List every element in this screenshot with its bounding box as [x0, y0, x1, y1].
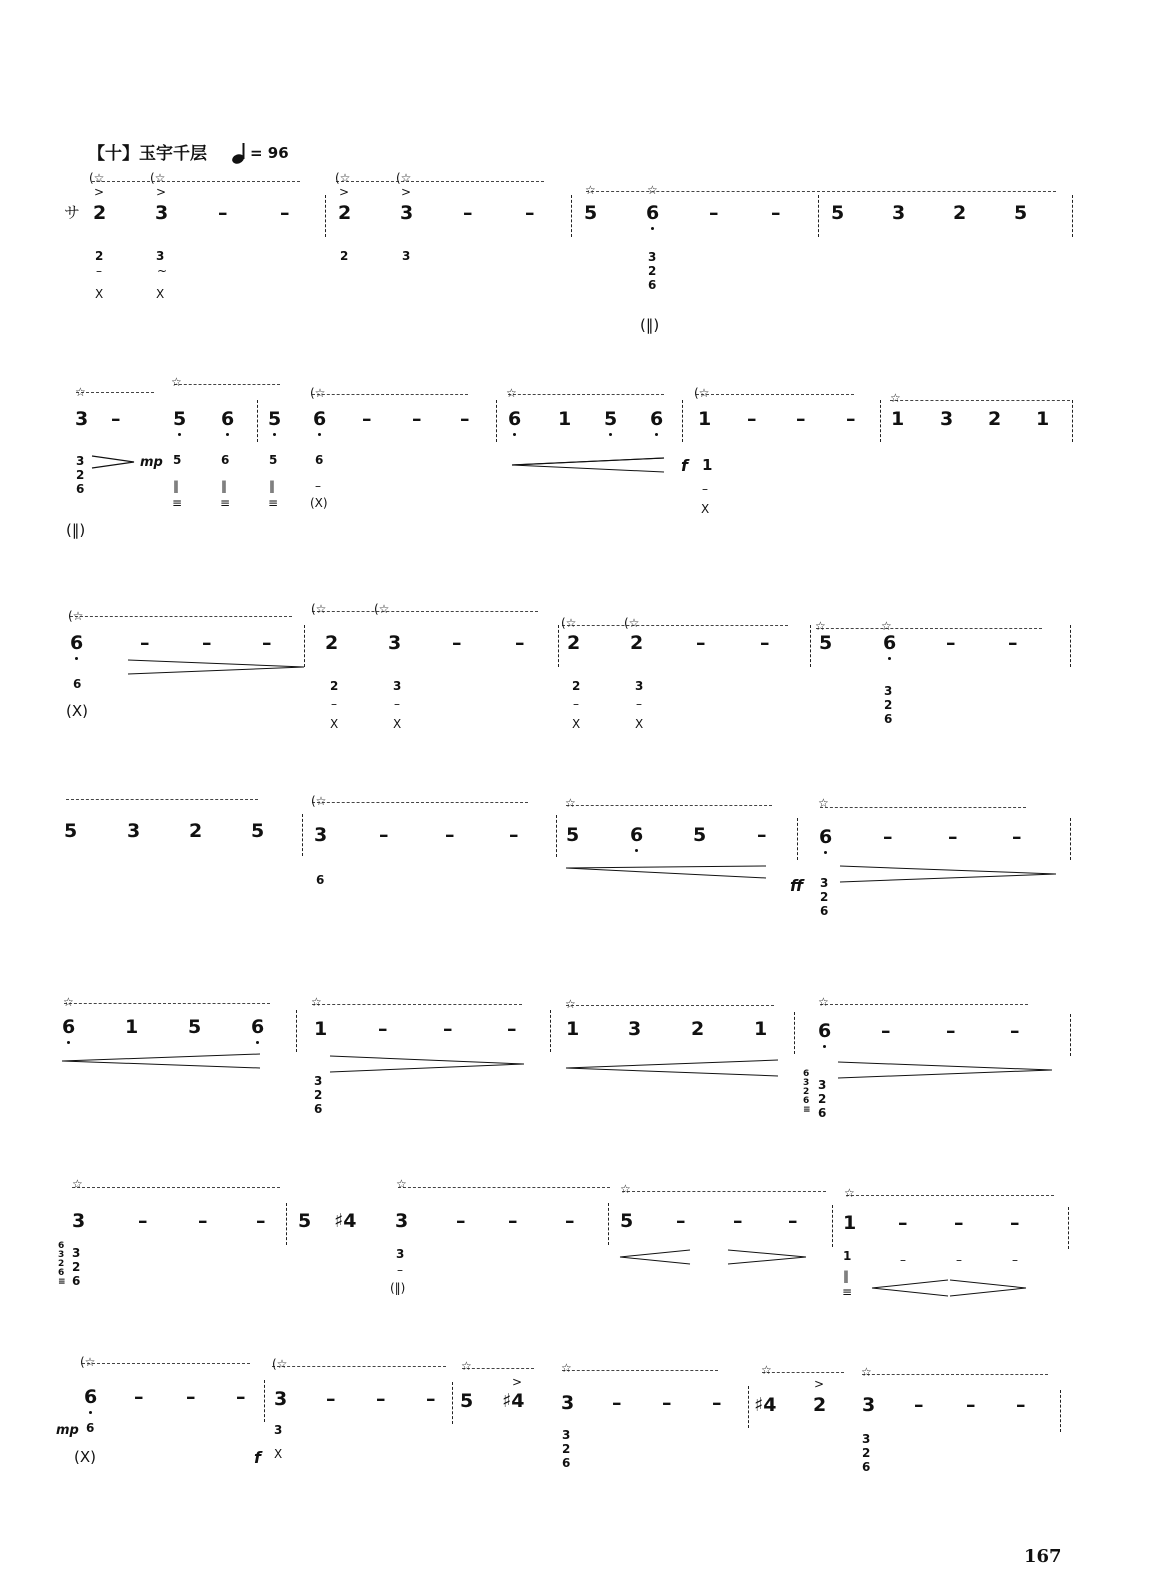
note: – — [709, 202, 719, 224]
barline — [325, 195, 326, 237]
note: 1 — [558, 408, 572, 430]
articulation-line — [312, 802, 528, 803]
note: 6 — [251, 1016, 265, 1038]
note: 6 — [313, 408, 327, 430]
note: 5 — [188, 1016, 202, 1038]
dynamic-mark: ff — [790, 876, 804, 895]
note: – — [676, 1210, 686, 1232]
barline — [558, 625, 559, 667]
note: – — [881, 1020, 891, 1042]
note: 3 — [274, 1388, 288, 1410]
decrescendo-hairpin — [728, 1250, 808, 1264]
note: – — [760, 632, 770, 654]
note: 3 — [561, 1392, 575, 1414]
quarter-note-icon — [232, 142, 248, 168]
crescendo-hairpin — [512, 458, 666, 472]
note: 6 — [650, 408, 664, 430]
articulation-line — [72, 1187, 280, 1188]
barline — [296, 1010, 297, 1052]
note: – — [507, 1018, 517, 1040]
dynamic-mark: mp — [140, 455, 163, 470]
decrescendo-hairpin — [566, 1060, 780, 1076]
note: – — [946, 1020, 956, 1042]
decrescendo-hairpin — [566, 866, 768, 880]
note: – — [256, 1210, 266, 1232]
note: ♯4 — [334, 1210, 357, 1232]
articulation-line — [566, 805, 772, 806]
articulation-line — [398, 1187, 610, 1188]
barline — [1070, 818, 1071, 860]
articulation-line — [508, 394, 664, 395]
note: 5 — [604, 408, 618, 430]
barline — [496, 400, 497, 442]
note: – — [846, 408, 856, 430]
note: 5 — [460, 1390, 474, 1412]
dynamic-mark: f — [681, 456, 688, 475]
articulation-line — [174, 384, 280, 385]
barline — [556, 815, 557, 857]
articulation-line — [846, 1195, 1054, 1196]
barline — [452, 1382, 453, 1424]
note: – — [712, 1392, 722, 1414]
note: 2 — [988, 408, 1002, 430]
articulation-line — [816, 628, 1042, 629]
note: 5 — [251, 820, 265, 842]
note: – — [452, 632, 462, 654]
note: 3 — [388, 632, 402, 654]
crescendo-hairpin — [620, 1250, 692, 1264]
note: 3 — [628, 1018, 642, 1040]
articulation-line — [762, 1372, 844, 1373]
decrescendo-hairpin — [62, 1054, 262, 1068]
note: 3 — [155, 202, 169, 224]
note: – — [326, 1388, 336, 1410]
dynamic-mark: f — [254, 1448, 261, 1467]
note: – — [1008, 632, 1018, 654]
articulation-line — [566, 1005, 774, 1006]
note: – — [445, 824, 455, 846]
barline — [1072, 400, 1073, 442]
articulation-line — [312, 611, 538, 612]
barline — [748, 1386, 749, 1428]
note: 2 — [338, 202, 352, 224]
barline — [302, 814, 303, 856]
articulation-line — [890, 400, 1070, 401]
note: 6 — [221, 408, 235, 430]
note: 5 — [173, 408, 187, 430]
note: 3 — [892, 202, 906, 224]
note: – — [1010, 1020, 1020, 1042]
note: – — [426, 1388, 436, 1410]
note: – — [508, 1210, 518, 1232]
note: – — [140, 632, 150, 654]
barline — [571, 195, 572, 237]
note: – — [948, 826, 958, 848]
note: – — [525, 202, 535, 224]
articulation-line — [462, 1368, 534, 1369]
note: 3 — [127, 820, 141, 842]
note: 3 — [75, 408, 89, 430]
note: – — [456, 1210, 466, 1232]
articulation-line — [562, 1370, 718, 1371]
note: 3 — [400, 202, 414, 224]
barline — [257, 400, 258, 442]
note: – — [280, 202, 290, 224]
note: 1 — [566, 1018, 580, 1040]
note: 6 — [883, 632, 897, 654]
note: 2 — [813, 1394, 827, 1416]
note: 6 — [818, 1020, 832, 1042]
note: 5 — [298, 1210, 312, 1232]
note: 1 — [1036, 408, 1050, 430]
barline — [794, 1012, 795, 1054]
note: 2 — [325, 632, 339, 654]
barline — [797, 818, 798, 860]
note: 6 — [646, 202, 660, 224]
decrescendo-hairpin — [838, 1062, 1054, 1078]
note: 6 — [70, 632, 84, 654]
articulation-line — [696, 394, 854, 395]
note: 6 — [84, 1386, 98, 1408]
note: – — [1012, 826, 1022, 848]
note: ♯4 — [502, 1390, 525, 1412]
note: – — [788, 1210, 798, 1232]
note: 1 — [698, 408, 712, 430]
note: 5 — [566, 824, 580, 846]
note: – — [218, 202, 228, 224]
note: 5 — [584, 202, 598, 224]
note: 5 — [1014, 202, 1028, 224]
barline — [880, 400, 881, 442]
dynamic-mark: mp — [56, 1423, 79, 1438]
articulation-line — [312, 394, 468, 395]
note: – — [883, 826, 893, 848]
note: – — [509, 824, 519, 846]
barline — [608, 1203, 609, 1245]
note: – — [443, 1018, 453, 1040]
note: – — [362, 408, 372, 430]
barline — [264, 1380, 265, 1422]
note: 1 — [754, 1018, 768, 1040]
note: ♯4 — [754, 1394, 777, 1416]
note: 3 — [395, 1210, 409, 1232]
note: – — [202, 632, 212, 654]
note: – — [138, 1210, 148, 1232]
instrument-mark: サ — [64, 203, 81, 222]
note: 5 — [819, 632, 833, 654]
note: 5 — [268, 408, 282, 430]
note: 5 — [620, 1210, 634, 1232]
note: – — [747, 408, 757, 430]
note: 1 — [125, 1016, 139, 1038]
decrescendo-hairpin — [92, 456, 136, 468]
note: 1 — [891, 408, 905, 430]
note: – — [914, 1394, 924, 1416]
note: – — [111, 408, 121, 430]
note: – — [186, 1386, 196, 1408]
section-title: 【十】玉宇千层 — [88, 144, 207, 164]
note: 2 — [567, 632, 581, 654]
note: – — [565, 1210, 575, 1232]
note: – — [1016, 1394, 1026, 1416]
note: 1 — [843, 1212, 857, 1234]
barline — [1068, 1207, 1069, 1249]
note: – — [515, 632, 525, 654]
note: 6 — [630, 824, 644, 846]
barline — [818, 195, 819, 237]
note: – — [379, 824, 389, 846]
note: – — [198, 1210, 208, 1232]
page-number: 167 — [1024, 1546, 1062, 1567]
articulation-line — [820, 1004, 1028, 1005]
barline — [682, 400, 683, 442]
note: – — [262, 632, 272, 654]
note: 3 — [72, 1210, 86, 1232]
note: 3 — [862, 1394, 876, 1416]
barline — [1070, 1014, 1071, 1056]
note: – — [946, 632, 956, 654]
note: 3 — [314, 824, 328, 846]
note: 1 — [314, 1018, 328, 1040]
barline — [832, 1205, 833, 1247]
barline — [286, 1203, 287, 1245]
note: 6 — [508, 408, 522, 430]
note: – — [463, 202, 473, 224]
barline — [1060, 1390, 1061, 1432]
note: 2 — [953, 202, 967, 224]
articulation-line — [272, 1366, 446, 1367]
note: – — [376, 1388, 386, 1410]
note: 3 — [940, 408, 954, 430]
note: – — [954, 1212, 964, 1234]
note: – — [662, 1392, 672, 1414]
articulation-line — [64, 1003, 270, 1004]
note: 6 — [62, 1016, 76, 1038]
note: 2 — [189, 820, 203, 842]
articulation-line — [66, 799, 258, 800]
note: – — [412, 408, 422, 430]
note: 5 — [693, 824, 707, 846]
crescendo-decrescendo-hairpin — [872, 1280, 1028, 1296]
note: – — [771, 202, 781, 224]
note: – — [378, 1018, 388, 1040]
note: – — [966, 1394, 976, 1416]
note: – — [733, 1210, 743, 1232]
decrescendo-hairpin — [840, 866, 1058, 882]
articulation-line — [622, 1191, 826, 1192]
note: 5 — [64, 820, 78, 842]
articulation-line — [70, 616, 292, 617]
note: – — [696, 632, 706, 654]
note: – — [134, 1386, 144, 1408]
note: – — [612, 1392, 622, 1414]
note: 2 — [691, 1018, 705, 1040]
barline — [550, 1010, 551, 1052]
articulation-line — [820, 807, 1026, 808]
note: – — [1010, 1212, 1020, 1234]
decrescendo-hairpin — [330, 1056, 526, 1072]
note: – — [898, 1212, 908, 1234]
note: 2 — [630, 632, 644, 654]
barline — [810, 625, 811, 667]
tempo-marking: = 96 — [250, 144, 289, 162]
note: 2 — [93, 202, 107, 224]
barline — [1070, 625, 1071, 667]
articulation-line — [92, 181, 300, 182]
articulation-line — [312, 1004, 522, 1005]
note: – — [796, 408, 806, 430]
articulation-line — [562, 625, 788, 626]
note: – — [757, 824, 767, 846]
note: 6 — [819, 826, 833, 848]
decrescendo-hairpin — [128, 660, 306, 674]
barline — [1072, 195, 1073, 237]
articulation-line — [82, 1363, 250, 1364]
articulation-line — [336, 181, 544, 182]
articulation-line — [76, 392, 154, 393]
note: – — [460, 408, 470, 430]
articulation-line — [862, 1374, 1048, 1375]
note: 5 — [831, 202, 845, 224]
note: – — [236, 1386, 246, 1408]
